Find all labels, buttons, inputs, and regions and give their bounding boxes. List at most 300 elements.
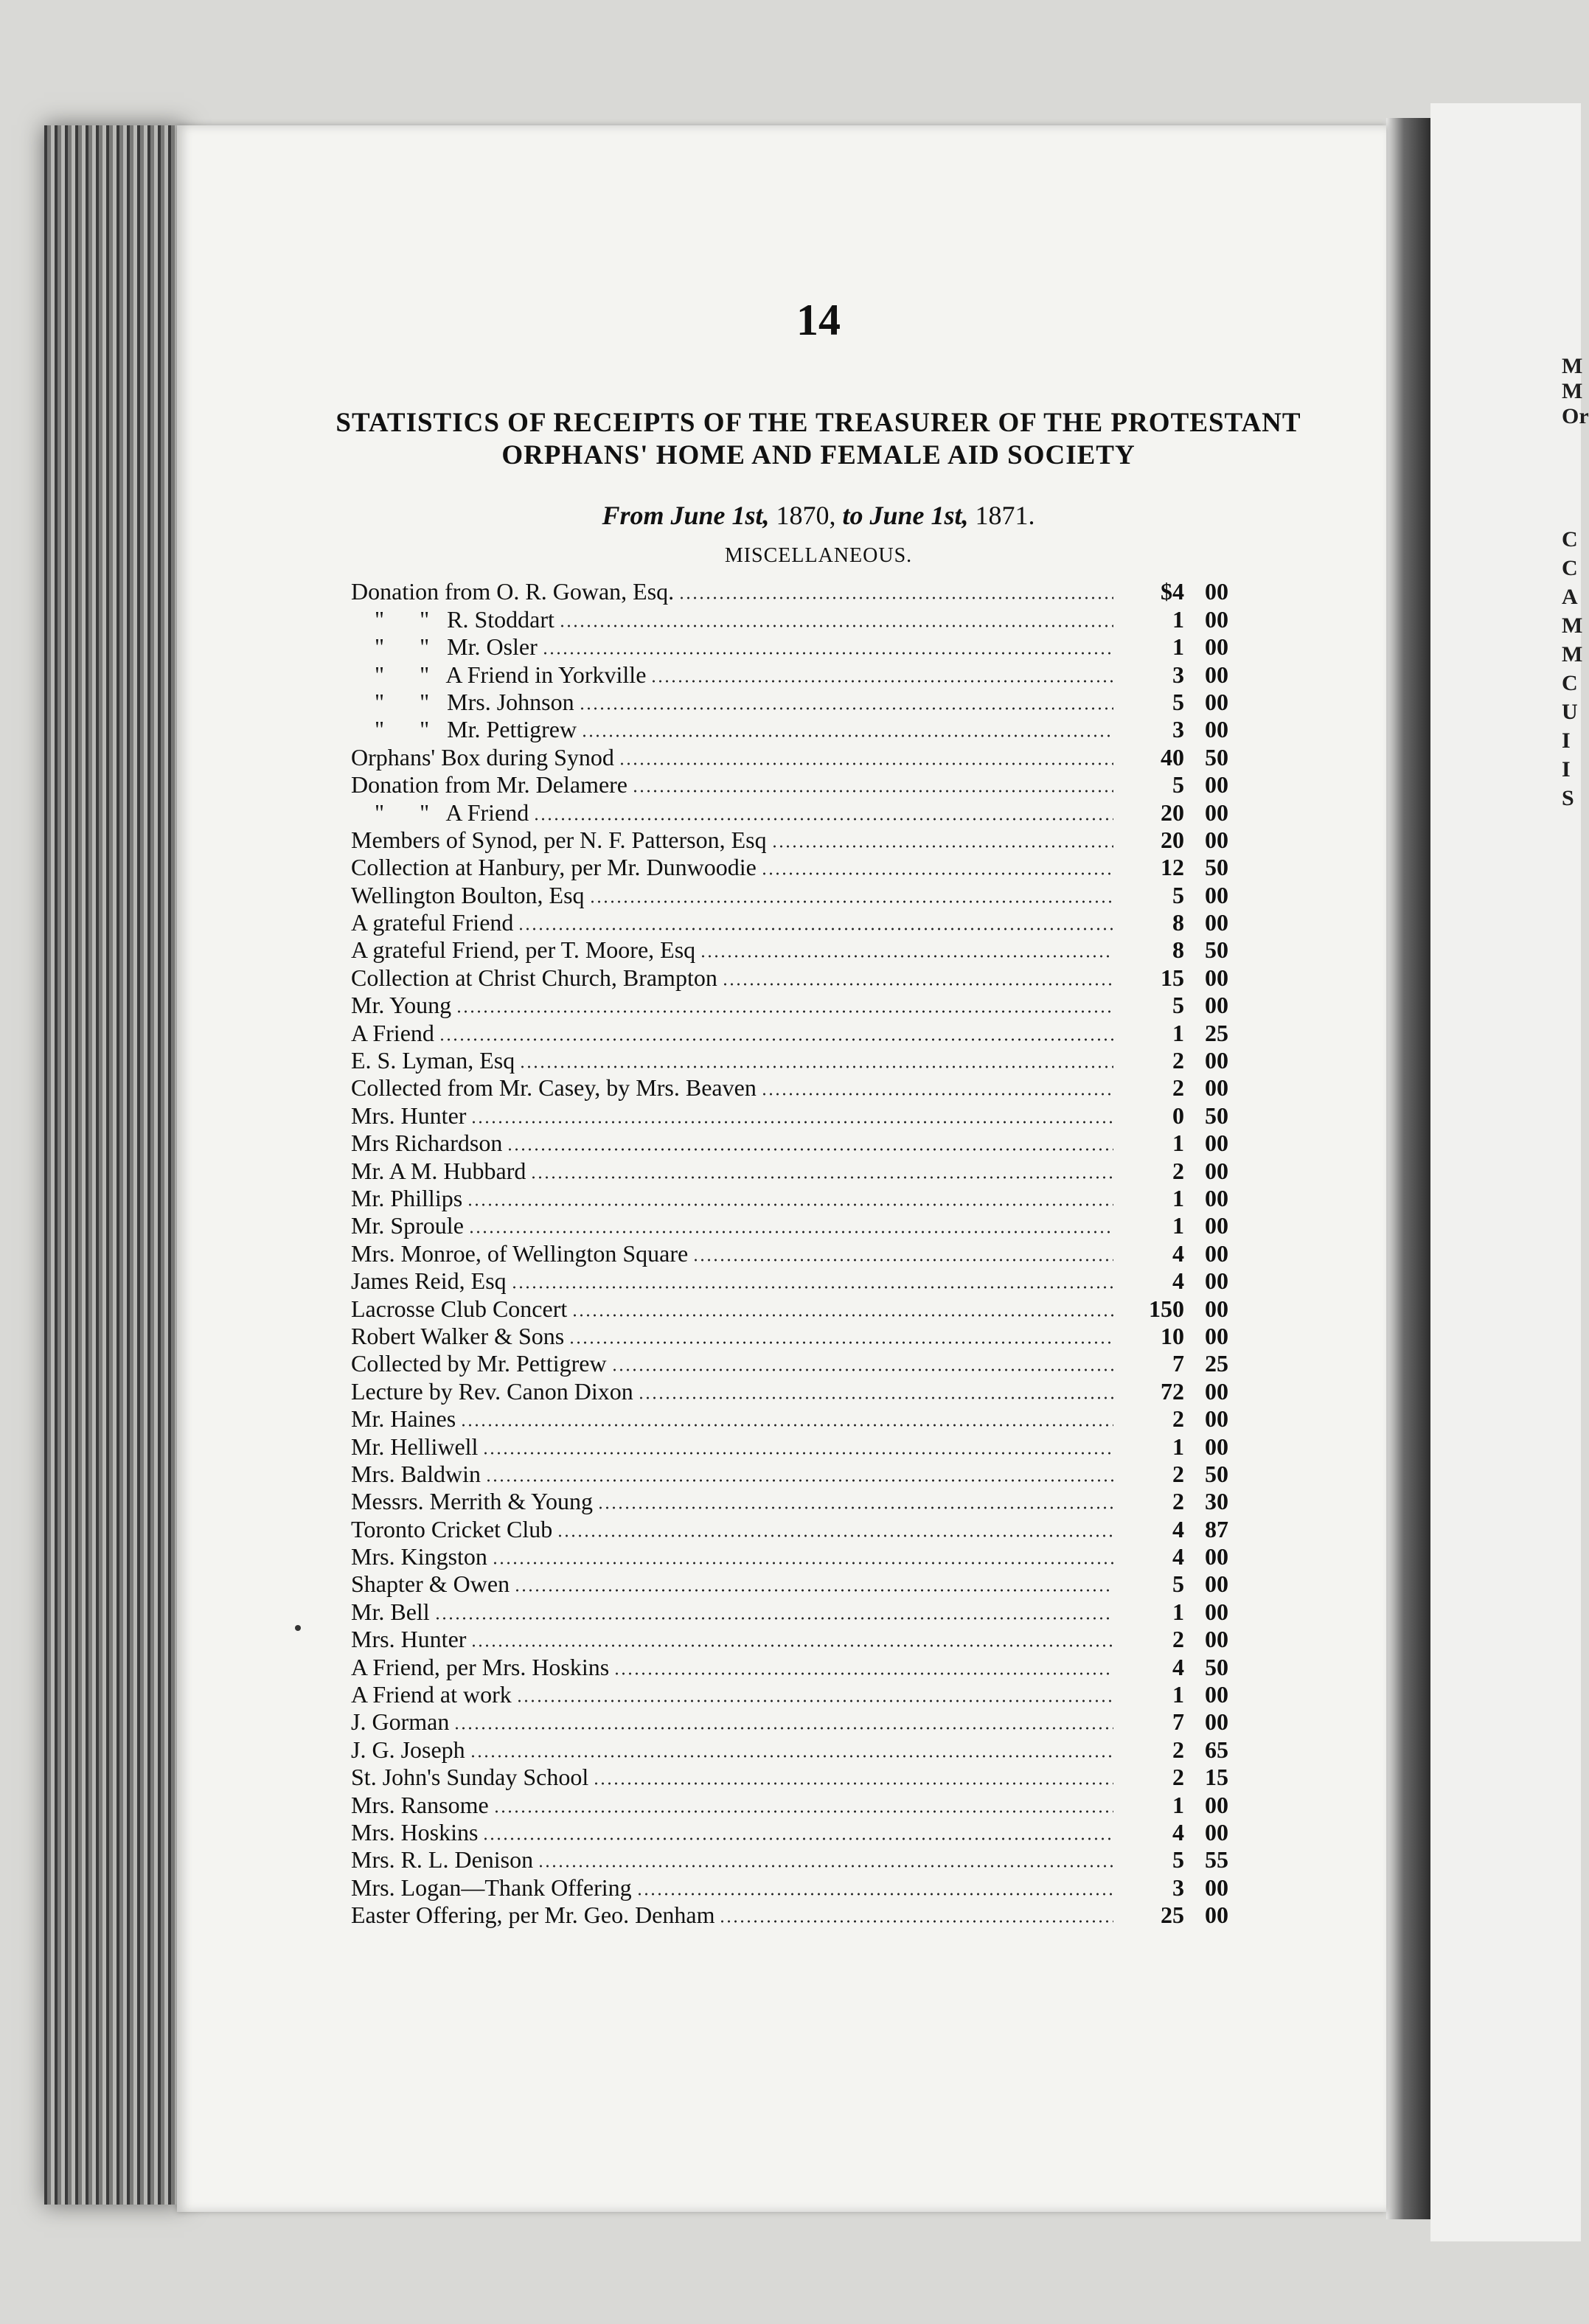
entry-dollars: 10 [1161, 1322, 1184, 1349]
entry-description: James Reid, Esq [351, 1267, 507, 1295]
leader-dots [485, 1479, 1113, 1482]
entry-dollars: 2 [1172, 1047, 1184, 1074]
leader-dots [650, 680, 1113, 683]
entry-dollars: 8 [1172, 936, 1184, 964]
entry-cents: 00 [1205, 826, 1228, 853]
page-title-line-1: STATISTICS OF RECEIPTS OF THE TREASURER OF THE PROTESTANT [335, 408, 1301, 438]
leader-dots [470, 1644, 1113, 1647]
list-item [351, 1846, 1228, 1874]
entry-dollars: 4 [1172, 1239, 1184, 1267]
list-item [351, 1102, 1228, 1129]
list-item [351, 1515, 1228, 1542]
entry-amount [1118, 1240, 1228, 1267]
entry-dollars: 4 [1172, 1818, 1184, 1845]
list-item [351, 1681, 1228, 1708]
entry-cents: 00 [1205, 1322, 1228, 1349]
entry-dollars: 4 [1172, 1653, 1184, 1680]
entry-dollars: 12 [1161, 854, 1184, 881]
entry-dollars: 1 [1172, 1598, 1184, 1625]
entry-cents: 00 [1205, 1047, 1228, 1074]
list-item [351, 1295, 1228, 1322]
facing-page-letters-top [1562, 354, 1589, 429]
entry-cents: 00 [1205, 799, 1228, 826]
entry-description: " " A Friend in Yorkville [351, 661, 647, 688]
entry-cents: 00 [1205, 661, 1228, 688]
entry-cents: 50 [1205, 936, 1228, 964]
leader-dots [518, 928, 1113, 930]
list-item [351, 909, 1228, 936]
entry-description: Easter Offering, per Mr. Geo. Denham [351, 1902, 715, 1929]
entry-dollars: 2 [1172, 1405, 1184, 1433]
entry-cents: 00 [1205, 1157, 1228, 1184]
list-item [351, 1791, 1228, 1818]
entry-dollars: 4 [1172, 1267, 1184, 1295]
date-to-label: to June [842, 501, 925, 530]
list-item [351, 1708, 1228, 1736]
entry-dollars: 1 [1172, 605, 1184, 633]
entry-cents: 00 [1205, 1377, 1228, 1405]
entry-description: Mrs. Ransome [351, 1791, 489, 1818]
list-item [351, 1874, 1228, 1901]
entry-dollars: 5 [1172, 688, 1184, 715]
entry-amount [1118, 1405, 1228, 1433]
entry-amount [1118, 1764, 1228, 1791]
entry-description: Wellington Boulton, Esq [351, 881, 585, 908]
entry-amount [1118, 964, 1228, 992]
entry-description: Collection at Hanbury, per Mr. Dunwoodie [351, 854, 757, 881]
entry-dollars: 0 [1172, 1102, 1184, 1129]
entry-cents: 00 [1205, 716, 1228, 743]
list-item [351, 1543, 1228, 1570]
list-item [351, 1350, 1228, 1377]
leader-dots [632, 790, 1113, 793]
entry-amount [1118, 854, 1228, 881]
entry-cents: 00 [1205, 1267, 1228, 1295]
entry-description: Mrs. Hunter [351, 1626, 467, 1653]
list-item [351, 1157, 1228, 1184]
entry-description: Orphans' Box during Synod [351, 743, 614, 770]
list-item [351, 1902, 1228, 1929]
list-item [351, 1019, 1228, 1046]
list-item [351, 1764, 1228, 1791]
entry-amount [1118, 716, 1228, 743]
leader-dots [468, 1231, 1113, 1234]
entry-cents: 50 [1205, 854, 1228, 881]
list-item [351, 1267, 1228, 1295]
list-item [351, 1736, 1228, 1763]
entry-description: Robert Walker & Sons [351, 1322, 565, 1349]
entry-amount [1118, 1378, 1228, 1405]
facing-page [1430, 103, 1589, 2241]
entry-dollars: 15 [1161, 964, 1184, 991]
entry-dollars: 72 [1161, 1377, 1184, 1405]
facing-page-letter: C [1562, 527, 1578, 552]
facing-page-letter: C [1562, 671, 1578, 695]
entry-amount [1118, 1212, 1228, 1239]
leader-dots [456, 1010, 1113, 1013]
entry-dollars: 3 [1172, 1874, 1184, 1901]
entry-dollars: 2 [1172, 1460, 1184, 1487]
entry-amount [1118, 1543, 1228, 1570]
leader-dots [492, 1562, 1113, 1565]
entry-cents: 00 [1205, 1184, 1228, 1211]
entry-description: Mrs. Kingston [351, 1543, 487, 1570]
list-item [351, 1433, 1228, 1460]
leader-dots [619, 762, 1113, 765]
leader-dots [507, 1148, 1113, 1151]
leader-dots [593, 1782, 1113, 1785]
entry-amount [1118, 799, 1228, 827]
entry-amount [1118, 1461, 1228, 1488]
entry-cents: 00 [1205, 1212, 1228, 1239]
entry-cents: 00 [1205, 1295, 1228, 1322]
leader-dots [453, 1727, 1113, 1730]
entry-description: " " Mr. Pettigrew [351, 716, 577, 743]
page-number: 14 [796, 296, 841, 344]
entry-description: St. John's Sunday School [351, 1764, 589, 1791]
entry-cents: 00 [1205, 881, 1228, 908]
facing-page-letter: M [1562, 379, 1583, 403]
entry-description: Mrs. Hunter [351, 1102, 467, 1129]
entry-amount [1118, 827, 1228, 854]
facing-page-letter: I [1562, 757, 1571, 782]
list-item [351, 799, 1228, 826]
facing-page-letter: M [1562, 613, 1583, 638]
list-item [351, 1405, 1228, 1433]
facing-page-letter: S [1562, 786, 1574, 810]
entry-cents: 00 [1205, 1874, 1228, 1901]
leader-dots [692, 1259, 1113, 1262]
list-item [351, 1626, 1228, 1653]
leader-dots [533, 818, 1113, 821]
entry-description: Mrs. Monroe, of Wellington Square [351, 1239, 689, 1267]
entry-amount [1118, 1681, 1228, 1708]
entry-amount [1118, 578, 1228, 605]
leader-dots [771, 845, 1113, 848]
entry-dollars: 2 [1172, 1764, 1184, 1791]
entry-cents: 00 [1205, 1405, 1228, 1433]
entry-cents: 87 [1205, 1515, 1228, 1542]
entry-description: J. Gorman [351, 1708, 450, 1736]
entry-amount [1118, 1047, 1228, 1074]
leader-dots [557, 1534, 1113, 1537]
entry-dollars: 3 [1172, 716, 1184, 743]
leader-dots [434, 1617, 1113, 1620]
entry-description: Toronto Cricket Club [351, 1515, 553, 1542]
leader-dots [470, 1121, 1113, 1124]
entry-dollars: 4 [1172, 1515, 1184, 1542]
book-page-edges [44, 125, 184, 2205]
entry-dollars: 2 [1172, 1626, 1184, 1653]
entry-cents: 00 [1205, 1626, 1228, 1653]
date-range [280, 500, 1357, 531]
leader-dots [439, 1038, 1113, 1041]
list-item [351, 854, 1228, 881]
entry-description: Members of Synod, per N. F. Patterson, Esq [351, 826, 767, 853]
entry-dollars: 1 [1172, 1184, 1184, 1211]
leader-dots [482, 1452, 1113, 1455]
leader-dots [569, 1341, 1113, 1344]
leader-dots [579, 707, 1113, 710]
entry-cents: 00 [1205, 1598, 1228, 1625]
entry-dollars: 1 [1172, 1019, 1184, 1046]
entry-dollars: 2 [1172, 1736, 1184, 1763]
ink-spot [295, 1625, 301, 1631]
entry-amount [1118, 1902, 1228, 1929]
list-item [351, 936, 1228, 964]
entry-dollars: 25 [1161, 1902, 1184, 1929]
list-item [351, 992, 1228, 1019]
leader-dots [719, 1920, 1113, 1923]
entry-dollars: 150 [1149, 1295, 1184, 1322]
entry-description: A grateful Friend [351, 909, 514, 936]
leader-dots [638, 1396, 1113, 1399]
entry-amount [1118, 771, 1228, 799]
entry-dollars: 4 [1172, 1543, 1184, 1570]
entry-description: A Friend [351, 1019, 434, 1046]
leader-dots [493, 1810, 1113, 1813]
date-year-start: 1870, [776, 501, 836, 530]
list-item [351, 1819, 1228, 1846]
entry-dollars: 1 [1172, 633, 1184, 661]
entry-cents: 50 [1205, 1460, 1228, 1487]
entry-dollars: 5 [1172, 881, 1184, 908]
entry-cents: 00 [1205, 1543, 1228, 1570]
entry-description: Lacrosse Club Concert [351, 1295, 568, 1322]
entry-description: Donation from Mr. Delamere [351, 771, 627, 799]
date-from-label: From June [602, 501, 726, 530]
entry-cents: 00 [1205, 964, 1228, 991]
leader-dots [559, 625, 1113, 627]
entry-dollars: 1 [1172, 1212, 1184, 1239]
entry-dollars: 2 [1172, 1488, 1184, 1515]
entry-amount [1118, 1323, 1228, 1350]
entry-cents: 00 [1205, 909, 1228, 936]
entry-description: Mrs. Hoskins [351, 1818, 479, 1845]
facing-page-letter: M [1562, 642, 1583, 667]
leader-dots [470, 1755, 1113, 1758]
entry-description: Mr. Sproule [351, 1212, 464, 1239]
leader-dots [519, 1065, 1113, 1068]
entry-amount [1118, 909, 1228, 936]
entry-cents: 00 [1205, 1074, 1228, 1102]
facing-page-letter: A [1562, 585, 1578, 609]
list-item [351, 771, 1228, 799]
entry-amount [1118, 1267, 1228, 1295]
leader-dots [516, 1699, 1113, 1702]
entry-dollars: 8 [1172, 909, 1184, 936]
entry-cents: 25 [1205, 1019, 1228, 1046]
leader-dots [530, 1176, 1113, 1179]
entry-amount [1118, 1654, 1228, 1681]
entry-description: A Friend, per Mrs. Hoskins [351, 1653, 610, 1680]
facing-page-letter: Or [1562, 404, 1589, 428]
entry-dollars: 7 [1172, 1350, 1184, 1377]
receipts-list [351, 578, 1228, 1929]
list-item [351, 1074, 1228, 1102]
entry-description: Mr. Bell [351, 1598, 430, 1625]
date-from-day: 1st, [731, 501, 770, 530]
entry-dollars: 1 [1172, 1130, 1184, 1157]
entry-description: Mr. Phillips [351, 1184, 463, 1211]
leader-dots [482, 1837, 1113, 1840]
entry-description: Collected by Mr. Pettigrew [351, 1350, 607, 1377]
entry-amount [1118, 1570, 1228, 1598]
entry-amount [1118, 1626, 1228, 1653]
entry-amount [1118, 606, 1228, 633]
entry-amount [1118, 1102, 1228, 1130]
list-item [351, 1598, 1228, 1625]
entry-description: Messrs. Merrith & Young [351, 1488, 594, 1515]
list-item [351, 1488, 1228, 1515]
facing-page-letter: C [1562, 556, 1578, 580]
list-item [351, 1653, 1228, 1680]
leader-dots [597, 1506, 1113, 1509]
entry-amount [1118, 1598, 1228, 1626]
leader-dots [761, 872, 1113, 875]
list-item [351, 827, 1228, 854]
entry-description: Donation from O. R. Gowan, Esq. [351, 578, 675, 605]
entry-cents: 15 [1205, 1764, 1228, 1791]
entry-amount [1118, 1350, 1228, 1377]
leader-dots [700, 955, 1113, 958]
entry-cents: 55 [1205, 1846, 1228, 1874]
entry-description: A Friend at work [351, 1681, 512, 1708]
entry-description: Mrs. Logan—Thank Offering [351, 1874, 632, 1901]
entry-amount [1118, 1488, 1228, 1515]
entry-description: J. G. Joseph [351, 1736, 465, 1763]
entry-dollars: 1 [1172, 1791, 1184, 1818]
list-item [351, 1047, 1228, 1074]
leader-dots [542, 652, 1113, 655]
entry-description: Mr. Young [351, 992, 452, 1019]
leader-dots [460, 1424, 1113, 1427]
list-item [351, 1570, 1228, 1598]
entry-cents: 00 [1205, 1433, 1228, 1460]
entry-amount [1118, 882, 1228, 909]
leader-dots [511, 1286, 1113, 1289]
entry-cents: 00 [1205, 771, 1228, 799]
list-item [351, 1185, 1228, 1212]
entry-dollars: 3 [1172, 661, 1184, 688]
entry-dollars: 20 [1161, 826, 1184, 853]
entry-dollars: $4 [1161, 578, 1184, 605]
entry-cents: 00 [1205, 1818, 1228, 1845]
facing-page-letters-lower [1562, 525, 1581, 813]
date-to-day: 1st, [931, 501, 969, 530]
entry-cents: 65 [1205, 1736, 1228, 1763]
entry-description: " " R. Stoddart [351, 605, 554, 633]
entry-cents: 00 [1205, 1239, 1228, 1267]
entry-cents: 00 [1205, 633, 1228, 661]
entry-description: E. S. Lyman, Esq [351, 1047, 515, 1074]
entry-description: Collected from Mr. Casey, by Mrs. Beaven [351, 1074, 757, 1102]
list-item [351, 964, 1228, 991]
list-item [351, 689, 1228, 716]
entry-cents: 30 [1205, 1488, 1228, 1515]
leader-dots [538, 1865, 1113, 1868]
entry-amount [1118, 1020, 1228, 1047]
entry-amount [1118, 1074, 1228, 1102]
list-item [351, 743, 1228, 770]
list-item [351, 578, 1228, 605]
entry-cents: 00 [1205, 578, 1228, 605]
entry-description: Mrs. Baldwin [351, 1460, 481, 1487]
entry-amount [1118, 1846, 1228, 1874]
leader-dots [611, 1368, 1113, 1371]
list-item [351, 1130, 1228, 1157]
section-heading: MISCELLANEOUS. [724, 544, 913, 567]
leader-dots [571, 1314, 1113, 1317]
entry-dollars: 40 [1161, 743, 1184, 770]
entry-description: " " Mr. Osler [351, 633, 538, 661]
entry-amount [1118, 744, 1228, 771]
entry-dollars: 1 [1172, 1433, 1184, 1460]
entry-dollars: 5 [1172, 1846, 1184, 1874]
entry-amount [1118, 1516, 1228, 1543]
entry-description: Collection at Christ Church, Brampton [351, 964, 717, 991]
entry-dollars: 2 [1172, 1074, 1184, 1102]
facing-page-letter: M [1562, 354, 1583, 378]
entry-dollars: 5 [1172, 992, 1184, 1019]
entry-description: Mrs Richardson [351, 1130, 503, 1157]
entry-cents: 00 [1205, 1130, 1228, 1157]
entry-cents: 25 [1205, 1350, 1228, 1377]
entry-amount [1118, 1708, 1228, 1736]
list-item [351, 1323, 1228, 1350]
entry-description: Mr. A M. Hubbard [351, 1157, 526, 1184]
list-item [351, 1212, 1228, 1239]
list-item [351, 661, 1228, 688]
entry-amount [1118, 992, 1228, 1019]
entry-amount [1118, 1185, 1228, 1212]
leader-dots [678, 596, 1113, 599]
entry-cents: 50 [1205, 743, 1228, 770]
entry-amount [1118, 1792, 1228, 1819]
leader-dots [581, 734, 1113, 737]
entry-amount [1118, 1874, 1228, 1902]
page-title-line-2: ORPHANS' HOME AND FEMALE AID SOCIETY [501, 440, 1136, 470]
leader-dots [613, 1672, 1113, 1675]
leader-dots [467, 1203, 1113, 1206]
entry-cents: 00 [1205, 688, 1228, 715]
entry-cents: 00 [1205, 1708, 1228, 1736]
entry-dollars: 5 [1172, 1570, 1184, 1598]
entry-cents: 50 [1205, 1653, 1228, 1680]
list-item [351, 716, 1228, 743]
entry-cents: 00 [1205, 1902, 1228, 1929]
entry-description: Lecture by Rev. Canon Dixon [351, 1377, 633, 1405]
entry-description: Mr. Haines [351, 1405, 456, 1433]
entry-amount [1118, 1819, 1228, 1846]
entry-dollars: 1 [1172, 1681, 1184, 1708]
list-item [351, 1461, 1228, 1488]
entry-amount [1118, 1130, 1228, 1157]
entry-cents: 00 [1205, 1570, 1228, 1598]
book-gutter [1386, 118, 1430, 2219]
entry-amount [1118, 689, 1228, 716]
entry-amount [1118, 1295, 1228, 1323]
leader-dots [636, 1893, 1113, 1896]
entry-amount [1118, 936, 1228, 964]
list-item [351, 605, 1228, 633]
entry-cents: 00 [1205, 605, 1228, 633]
list-item [351, 881, 1228, 908]
entry-cents: 00 [1205, 1681, 1228, 1708]
entry-amount [1118, 633, 1228, 661]
entry-cents: 00 [1205, 1791, 1228, 1818]
entry-description: Shapter & Owen [351, 1570, 510, 1598]
